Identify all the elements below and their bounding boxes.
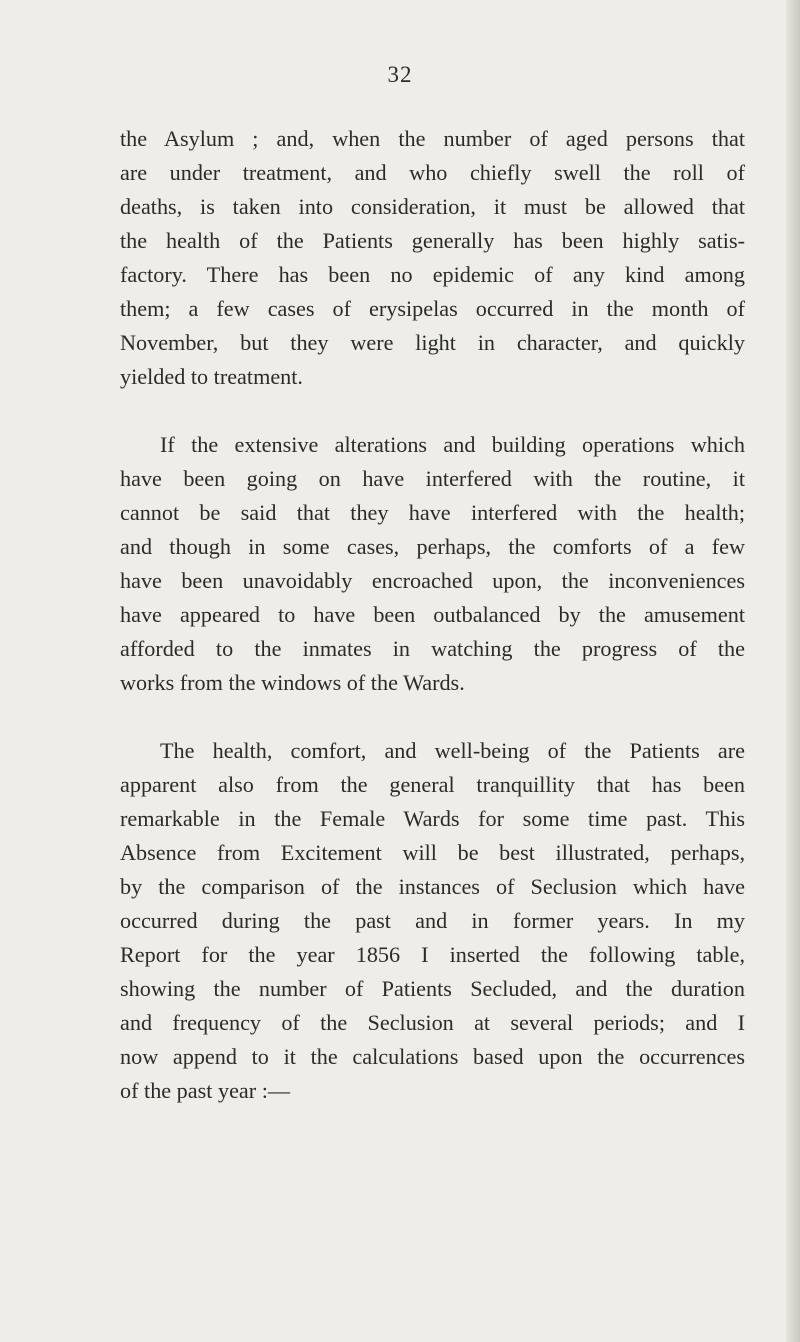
text-line: the Asylum ; and, when the number of aged persons that (120, 126, 745, 151)
text-line: November, but they were light in character, and quickly (120, 330, 745, 355)
text-line: have been going on have interfered with the routine, it (120, 466, 745, 491)
paragraph-1 (120, 122, 745, 394)
text-line: factory. There has been no epidemic of any kind among (120, 262, 745, 287)
body-text (120, 122, 745, 1108)
text-line: yielded to treatment. (120, 364, 303, 389)
text-line: of the past year :— (120, 1078, 291, 1103)
text-line: apparent also from the general tranquillity that has been (120, 772, 745, 797)
text-line: the health of the Patients generally has been highly satis- (120, 228, 745, 253)
text-line: If the extensive alterations and building operations which (160, 432, 745, 457)
text-line: Report for the year 1856 I inserted the following table, (120, 942, 745, 967)
text-line: Absence from Excitement will be best illustrated, perhaps, (120, 840, 745, 865)
text-line: by the comparison of the instances of Seclusion which have (120, 874, 745, 899)
text-line: now append to it the calculations based upon the occurrences (120, 1044, 745, 1069)
text-line: are under treatment, and who chiefly swell the roll of (120, 160, 745, 185)
text-line: showing the number of Patients Secluded, and the duration (120, 976, 745, 1001)
text-line: afforded to the inmates in watching the progress of the (120, 636, 745, 661)
text-line: have appeared to have been outbalanced by the amusement (120, 602, 745, 627)
text-line: remarkable in the Female Wards for some time past. This (120, 806, 745, 831)
text-line: occurred during the past and in former years. In my (120, 908, 745, 933)
page-edge-shadow (786, 0, 800, 1342)
text-line: cannot be said that they have interfered with the health; (120, 500, 745, 525)
paragraph-2 (120, 428, 745, 700)
page-number: 32 (387, 62, 413, 87)
text-line: The health, comfort, and well-being of the Patients are (160, 738, 745, 763)
paragraph-3 (120, 734, 745, 1108)
text-line: have been unavoidably encroached upon, the inconveniences (120, 568, 745, 593)
text-line: and frequency of the Seclusion at several periods; and I (120, 1010, 745, 1035)
text-line: deaths, is taken into consideration, it must be allowed that (120, 194, 745, 219)
text-line: and though in some cases, perhaps, the comforts of a few (120, 534, 745, 559)
text-line: works from the windows of the Wards. (120, 670, 465, 695)
text-line: them; a few cases of erysipelas occurred in the month of (120, 296, 745, 321)
